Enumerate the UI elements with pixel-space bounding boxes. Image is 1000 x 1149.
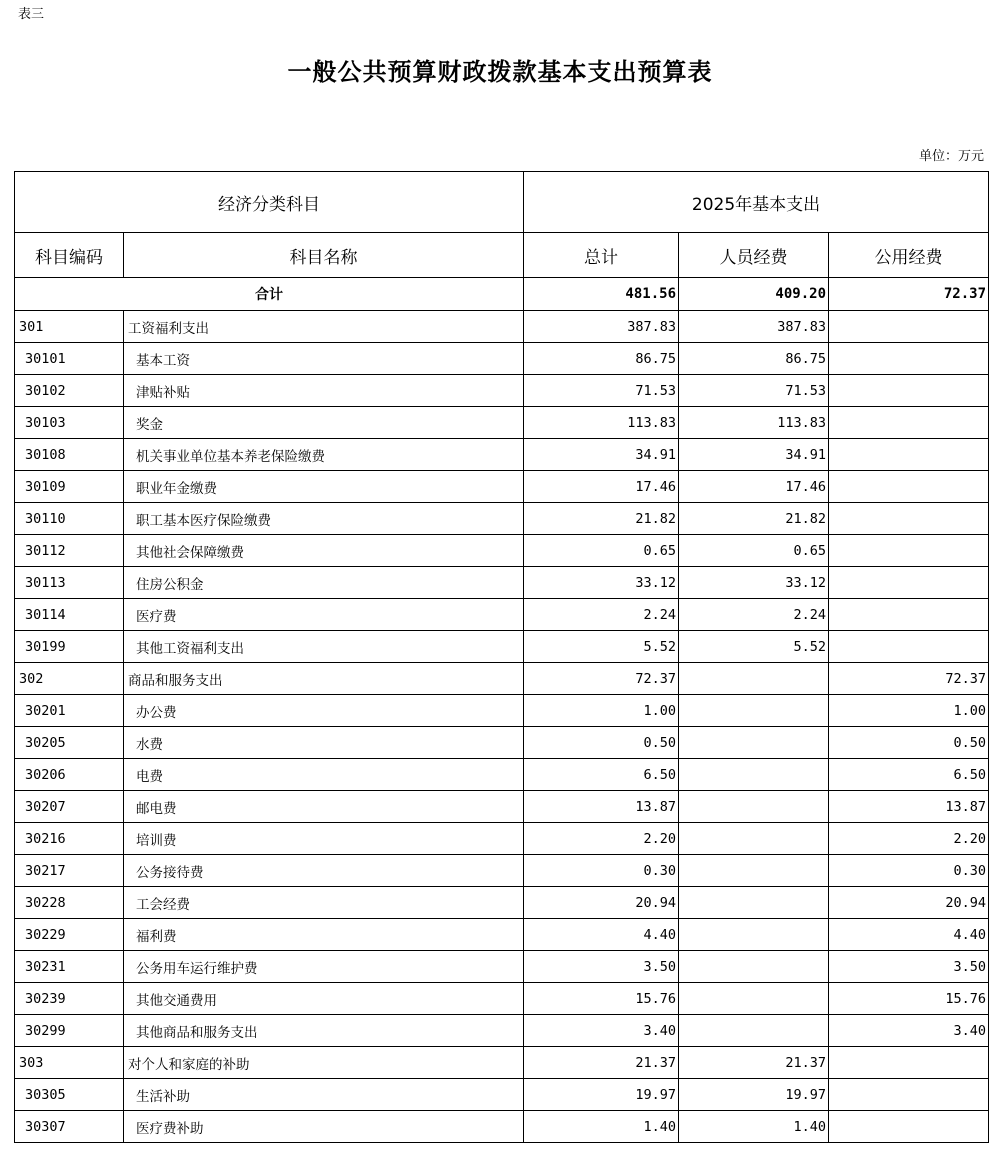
row-personnel: 1.40 — [679, 1111, 829, 1143]
row-personnel: 5.52 — [679, 631, 829, 663]
row-public — [829, 343, 989, 375]
row-total: 86.75 — [524, 343, 679, 375]
row-personnel — [679, 919, 829, 951]
row-total: 3.40 — [524, 1015, 679, 1047]
row-code: 30239 — [15, 983, 124, 1015]
row-total: 3.50 — [524, 951, 679, 983]
row-name: 对个人和家庭的补助 — [124, 1047, 524, 1079]
row-total: 71.53 — [524, 375, 679, 407]
row-name: 水费 — [124, 727, 524, 759]
table-row — [15, 983, 989, 1015]
row-name: 医疗费补助 — [124, 1111, 524, 1143]
row-name: 公务接待费 — [124, 855, 524, 887]
row-personnel: 21.37 — [679, 1047, 829, 1079]
table-row — [15, 471, 989, 503]
header-economic-classification: 经济分类科目 — [15, 172, 524, 233]
row-name: 商品和服务支出 — [124, 663, 524, 695]
row-total: 2.24 — [524, 599, 679, 631]
row-total: 6.50 — [524, 759, 679, 791]
row-personnel — [679, 887, 829, 919]
row-total: 4.40 — [524, 919, 679, 951]
header-public: 公用经费 — [829, 233, 989, 278]
row-name: 办公费 — [124, 695, 524, 727]
row-public: 2.20 — [829, 823, 989, 855]
row-public — [829, 471, 989, 503]
row-code: 30112 — [15, 535, 124, 567]
row-name: 其他交通费用 — [124, 983, 524, 1015]
table-row — [15, 343, 989, 375]
row-code: 30199 — [15, 631, 124, 663]
row-total: 33.12 — [524, 567, 679, 599]
row-code: 30109 — [15, 471, 124, 503]
table-row — [15, 1079, 989, 1111]
table-row — [15, 823, 989, 855]
table-number-label: 表三 — [18, 7, 45, 22]
row-code: 30299 — [15, 1015, 124, 1047]
row-total: 21.82 — [524, 503, 679, 535]
row-name: 工资福利支出 — [124, 311, 524, 343]
row-code: 30205 — [15, 727, 124, 759]
row-public: 3.50 — [829, 951, 989, 983]
table-row — [15, 663, 989, 695]
row-code: 30108 — [15, 439, 124, 471]
row-name: 住房公积金 — [124, 567, 524, 599]
table-row — [15, 1047, 989, 1079]
row-personnel: 2.24 — [679, 599, 829, 631]
row-total: 34.91 — [524, 439, 679, 471]
row-public — [829, 311, 989, 343]
row-code: 30217 — [15, 855, 124, 887]
row-public — [829, 439, 989, 471]
row-total: 0.50 — [524, 727, 679, 759]
row-public — [829, 631, 989, 663]
row-public — [829, 567, 989, 599]
row-total: 5.52 — [524, 631, 679, 663]
row-personnel — [679, 823, 829, 855]
row-personnel: 0.65 — [679, 535, 829, 567]
total-row — [15, 278, 989, 311]
row-public: 1.00 — [829, 695, 989, 727]
header-basic-expenditure-year: 2025年基本支出 — [524, 172, 989, 233]
row-name: 机关事业单位基本养老保险缴费 — [124, 439, 524, 471]
table-row — [15, 1111, 989, 1143]
row-code: 30113 — [15, 567, 124, 599]
row-code: 30305 — [15, 1079, 124, 1111]
row-personnel — [679, 791, 829, 823]
table-row — [15, 695, 989, 727]
row-name: 培训费 — [124, 823, 524, 855]
row-code: 30110 — [15, 503, 124, 535]
row-personnel: 33.12 — [679, 567, 829, 599]
row-personnel — [679, 695, 829, 727]
row-personnel — [679, 855, 829, 887]
row-code: 30103 — [15, 407, 124, 439]
row-public: 20.94 — [829, 887, 989, 919]
row-code: 30228 — [15, 887, 124, 919]
row-public: 15.76 — [829, 983, 989, 1015]
row-public — [829, 503, 989, 535]
row-personnel — [679, 951, 829, 983]
row-public: 4.40 — [829, 919, 989, 951]
row-code: 30206 — [15, 759, 124, 791]
row-code: 30307 — [15, 1111, 124, 1143]
row-name: 福利费 — [124, 919, 524, 951]
row-personnel — [679, 1015, 829, 1047]
row-name: 其他社会保障缴费 — [124, 535, 524, 567]
row-total: 21.37 — [524, 1047, 679, 1079]
row-personnel: 387.83 — [679, 311, 829, 343]
row-code: 30201 — [15, 695, 124, 727]
row-personnel: 86.75 — [679, 343, 829, 375]
row-code: 302 — [15, 663, 124, 695]
row-code: 301 — [15, 311, 124, 343]
table-row — [15, 375, 989, 407]
row-name: 职工基本医疗保险缴费 — [124, 503, 524, 535]
row-total: 17.46 — [524, 471, 679, 503]
table-row — [15, 439, 989, 471]
row-code: 30114 — [15, 599, 124, 631]
row-public: 13.87 — [829, 791, 989, 823]
row-name: 其他商品和服务支出 — [124, 1015, 524, 1047]
row-total: 0.30 — [524, 855, 679, 887]
row-public — [829, 535, 989, 567]
row-total: 2.20 — [524, 823, 679, 855]
row-code: 30102 — [15, 375, 124, 407]
row-total: 20.94 — [524, 887, 679, 919]
header-row-group — [15, 172, 989, 233]
table-row — [15, 759, 989, 791]
row-total: 19.97 — [524, 1079, 679, 1111]
table-row — [15, 855, 989, 887]
row-public: 0.50 — [829, 727, 989, 759]
table-row — [15, 407, 989, 439]
table-row — [15, 503, 989, 535]
row-personnel: 19.97 — [679, 1079, 829, 1111]
total-label: 合计 — [15, 278, 524, 311]
row-personnel — [679, 663, 829, 695]
row-name: 职业年金缴费 — [124, 471, 524, 503]
row-name: 邮电费 — [124, 791, 524, 823]
table-row — [15, 535, 989, 567]
row-name: 奖金 — [124, 407, 524, 439]
row-name: 医疗费 — [124, 599, 524, 631]
row-public — [829, 1047, 989, 1079]
row-total: 13.87 — [524, 791, 679, 823]
row-code: 30229 — [15, 919, 124, 951]
row-total: 1.00 — [524, 695, 679, 727]
table-row — [15, 599, 989, 631]
table-row — [15, 311, 989, 343]
row-public — [829, 375, 989, 407]
row-total: 1.40 — [524, 1111, 679, 1143]
row-public: 0.30 — [829, 855, 989, 887]
table-row — [15, 727, 989, 759]
row-name: 津贴补贴 — [124, 375, 524, 407]
row-name: 电费 — [124, 759, 524, 791]
header-personnel: 人员经费 — [679, 233, 829, 278]
row-total: 387.83 — [524, 311, 679, 343]
row-personnel: 21.82 — [679, 503, 829, 535]
row-public: 6.50 — [829, 759, 989, 791]
row-name: 基本工资 — [124, 343, 524, 375]
total-total: 481.56 — [524, 278, 679, 311]
budget-table — [14, 171, 989, 1143]
row-code: 30207 — [15, 791, 124, 823]
table-row — [15, 567, 989, 599]
row-total: 0.65 — [524, 535, 679, 567]
row-public — [829, 1111, 989, 1143]
table-row — [15, 631, 989, 663]
header-row-columns — [15, 233, 989, 278]
row-code: 30101 — [15, 343, 124, 375]
row-total: 15.76 — [524, 983, 679, 1015]
row-public: 72.37 — [829, 663, 989, 695]
row-code: 30231 — [15, 951, 124, 983]
row-personnel — [679, 983, 829, 1015]
table-row — [15, 887, 989, 919]
table-row — [15, 951, 989, 983]
row-total: 72.37 — [524, 663, 679, 695]
row-name: 公务用车运行维护费 — [124, 951, 524, 983]
row-personnel: 113.83 — [679, 407, 829, 439]
table-row — [15, 919, 989, 951]
row-name: 其他工资福利支出 — [124, 631, 524, 663]
row-personnel: 17.46 — [679, 471, 829, 503]
total-personnel: 409.20 — [679, 278, 829, 311]
row-code: 30216 — [15, 823, 124, 855]
table-row — [15, 791, 989, 823]
row-public — [829, 599, 989, 631]
row-code: 303 — [15, 1047, 124, 1079]
row-personnel — [679, 759, 829, 791]
row-total: 113.83 — [524, 407, 679, 439]
row-name: 工会经费 — [124, 887, 524, 919]
row-personnel: 71.53 — [679, 375, 829, 407]
page-title: 一般公共预算财政拨款基本支出预算表 — [287, 57, 713, 86]
row-public: 3.40 — [829, 1015, 989, 1047]
row-personnel: 34.91 — [679, 439, 829, 471]
row-public — [829, 1079, 989, 1111]
row-public — [829, 407, 989, 439]
unit-label: 单位：万元 — [918, 149, 984, 164]
header-code: 科目编码 — [15, 233, 124, 278]
total-public: 72.37 — [829, 278, 989, 311]
table-row — [15, 1015, 989, 1047]
header-total: 总计 — [524, 233, 679, 278]
row-name: 生活补助 — [124, 1079, 524, 1111]
header-name: 科目名称 — [124, 233, 524, 278]
row-personnel — [679, 727, 829, 759]
